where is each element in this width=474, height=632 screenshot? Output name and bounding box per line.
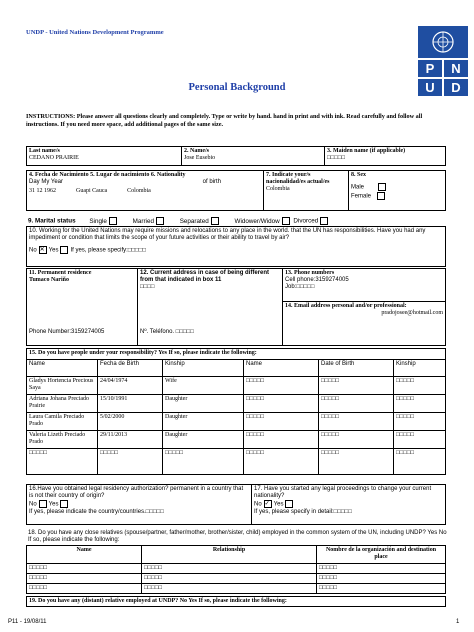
q10-no-label: No bbox=[29, 247, 37, 254]
q19-text: 19. Do you have any (distant) relative employed at UNDP? No Yes If so, please indicate the following: bbox=[27, 597, 446, 607]
current-nationality-label: 7. Indicate your/s nacionalidad/es actual/es bbox=[266, 172, 330, 185]
q15-cell[interactable]: □□□□□ bbox=[394, 449, 446, 475]
q16-no-label: No bbox=[29, 501, 37, 508]
single-checkbox[interactable] bbox=[109, 217, 117, 225]
q15-cell[interactable]: □□□□□ bbox=[394, 431, 446, 449]
q15-cell[interactable]: □□□□□ bbox=[319, 431, 394, 449]
separated-checkbox[interactable] bbox=[211, 217, 219, 225]
maiden-name-label: 3. Maiden name (if applicable) bbox=[327, 148, 406, 154]
q18-header-relationship: Relationship bbox=[142, 546, 317, 564]
q16-17-table bbox=[26, 484, 446, 525]
q15-cell[interactable]: □□□□□ bbox=[27, 449, 98, 475]
names-table bbox=[26, 146, 446, 166]
q15-cell[interactable]: □□□□□ bbox=[394, 377, 446, 395]
q10-no-checkbox[interactable]: ✕ bbox=[39, 247, 45, 253]
q18-cell[interactable]: □□□□□ bbox=[317, 574, 446, 584]
q18-cell[interactable]: □□□□□ bbox=[142, 584, 317, 594]
sex-label: 8. Sex bbox=[351, 172, 366, 178]
q15-cell[interactable]: 24/04/1974 bbox=[98, 377, 163, 395]
q15-cell[interactable]: 15/10/1991 bbox=[98, 395, 163, 413]
marital-divorced: Divorced bbox=[293, 217, 319, 225]
q10-specify[interactable]: If yes, please specify:□□□□□ bbox=[70, 247, 146, 254]
q15-cell[interactable]: □□□□□ bbox=[163, 449, 244, 475]
marital-single: Single bbox=[89, 217, 107, 225]
q12-label: 12. Current address in case of being different from that indicated in box 11 bbox=[140, 270, 270, 283]
q13-job[interactable]: Job:□□□□□ bbox=[285, 284, 315, 290]
page-number: 1 bbox=[456, 619, 460, 625]
current-nationality-value[interactable]: Colombia bbox=[266, 186, 290, 192]
birth-date[interactable]: 31 12 1962 bbox=[29, 188, 56, 194]
q12-phone[interactable]: Nº. Teléfono. □□□□□ bbox=[140, 329, 194, 335]
dmy-label: Day My Year bbox=[29, 179, 64, 185]
table-row bbox=[27, 377, 446, 395]
q15-cell[interactable]: Wife bbox=[163, 377, 244, 395]
q10-yes-label: Yes bbox=[48, 247, 59, 254]
q18-cell[interactable]: □□□□□ bbox=[27, 564, 142, 574]
org-header: UNDP - United Nations Development Programme bbox=[26, 29, 164, 36]
birth-label: 4. Fecha de Nacimiento 5. Lugar de nacimiento 6. Nationality bbox=[29, 172, 186, 178]
divorced-checkbox[interactable] bbox=[320, 217, 328, 225]
q15-table bbox=[26, 348, 446, 475]
q17-no-checkbox[interactable]: ✓ bbox=[264, 501, 270, 507]
table-row bbox=[27, 395, 446, 413]
q15-cell[interactable]: □□□□□ bbox=[244, 413, 319, 431]
table-row bbox=[27, 574, 446, 584]
table-row bbox=[27, 431, 446, 449]
q14-label: 14. Email address personal and/or professional: bbox=[285, 303, 407, 309]
logo-letter-n: N bbox=[451, 61, 461, 76]
q16-yes-checkbox[interactable] bbox=[60, 500, 68, 508]
q19-table bbox=[26, 596, 446, 607]
q12-value[interactable]: □□□□ bbox=[140, 284, 155, 290]
q18-cell[interactable]: □□□□□ bbox=[142, 574, 317, 584]
female-checkbox[interactable] bbox=[377, 192, 385, 200]
q18-cell[interactable]: □□□□□ bbox=[27, 574, 142, 584]
q15-header-kinship-2: Kinship bbox=[394, 360, 446, 377]
birth-table bbox=[26, 170, 446, 211]
first-name-label: 2. Name/s bbox=[184, 148, 209, 154]
first-name-value[interactable]: Jose Eusebio bbox=[184, 155, 216, 161]
q18-text: 18. Do you have any close relatives (spouse/partner, father/mother, brother/sister, child) employed in the common system of the UN, including UNDP? Yes No If so, please indicate the following: bbox=[28, 530, 447, 543]
q10-yes-checkbox[interactable] bbox=[60, 246, 68, 254]
q15-cell[interactable]: □□□□□ bbox=[394, 395, 446, 413]
q17-no-label: No bbox=[254, 501, 262, 508]
last-name-value[interactable]: CEDANO PRAIRIE bbox=[29, 155, 79, 161]
q10-table bbox=[26, 226, 446, 267]
q11-phone[interactable]: Phone Number:3159274005 bbox=[29, 329, 105, 335]
q14-email[interactable]: pradojosee@hotmail.com bbox=[381, 310, 443, 316]
q15-cell[interactable]: □□□□□ bbox=[319, 413, 394, 431]
marital-status-row bbox=[28, 217, 330, 225]
q18-cell[interactable]: □□□□□ bbox=[142, 564, 317, 574]
q15-header-name-2: Name bbox=[244, 360, 319, 377]
q16-yes-label: Yes bbox=[48, 501, 59, 508]
q15-cell[interactable]: Gladys Hortencia Precious Saya bbox=[27, 377, 98, 395]
logo-letter-d: D bbox=[451, 80, 461, 95]
q18-cell[interactable]: □□□□□ bbox=[317, 584, 446, 594]
q18-table bbox=[26, 545, 446, 594]
birth-place[interactable]: Guapi Cauca bbox=[76, 188, 108, 194]
address-table bbox=[26, 268, 446, 346]
q15-cell[interactable]: Valeria Lizeth Preciado Prado bbox=[27, 431, 98, 449]
q18-cell[interactable]: □□□□□ bbox=[317, 564, 446, 574]
q15-cell[interactable]: Daughter bbox=[163, 395, 244, 413]
last-name-label: Last name/s bbox=[29, 148, 60, 154]
widower-checkbox[interactable] bbox=[282, 217, 290, 225]
sex-female-label: Female bbox=[351, 193, 372, 200]
table-row bbox=[27, 564, 446, 574]
marital-widower: Widower/Widow bbox=[234, 217, 280, 225]
q18-cell[interactable]: □□□□□ bbox=[27, 584, 142, 594]
sex-male-label: Male bbox=[351, 184, 365, 191]
q15-cell[interactable]: □□□□□ bbox=[244, 377, 319, 395]
q16-text: 16.Have you obtained legal residency authorization? permanent in a country that is not their country of origin? bbox=[29, 486, 244, 499]
q15-cell[interactable]: 5/02/2000 bbox=[98, 413, 163, 431]
q15-cell[interactable]: □□□□□ bbox=[98, 449, 163, 475]
q15-cell[interactable]: □□□□□ bbox=[244, 449, 319, 475]
marital-label: 9. Marital status bbox=[28, 217, 76, 225]
q15-cell[interactable]: □□□□□ bbox=[319, 377, 394, 395]
q16-no-checkbox[interactable] bbox=[39, 500, 47, 508]
q10-text: 10. Working for the United Nations may require missions and relocations to any place in the world. that the UN has responsibilities. Have you had any impediment or condition that limits the scope of your future activities or their ability to travel by air? bbox=[29, 228, 426, 241]
q15-cell[interactable]: Daughter bbox=[163, 431, 244, 449]
marital-married: Married bbox=[132, 217, 154, 225]
male-checkbox[interactable] bbox=[378, 183, 386, 191]
q17-yes-label: Yes bbox=[273, 501, 284, 508]
q15-cell[interactable]: □□□□□ bbox=[244, 431, 319, 449]
q15-header-birth: Fecha de Birth bbox=[98, 360, 163, 377]
q17-text: 17. Have you started any legal proceedings to change your current nationality? bbox=[254, 486, 432, 499]
instructions: INSTRUCTIONS: Please answer all questions clearly and completely. Type or write by hand. hand in print and with ink. Read carefully and follow all instructions. If you need more space, add additional pages of the same size. bbox=[26, 113, 423, 129]
q15-cell[interactable]: Daughter bbox=[163, 413, 244, 431]
of-birth-label: of birth bbox=[202, 179, 221, 185]
q15-header-birth-2: Date of Birth bbox=[319, 360, 394, 377]
q15-cell[interactable]: □□□□□ bbox=[244, 395, 319, 413]
q11-value[interactable]: Tumaco Nariño bbox=[29, 277, 69, 283]
q18-header-organization: Nombre de la organización and destination place bbox=[317, 546, 446, 564]
table-row bbox=[27, 584, 446, 594]
logo-letter-p: P bbox=[425, 61, 435, 76]
q18-header-name: Name bbox=[27, 546, 142, 564]
q15-header-name: Name bbox=[27, 360, 98, 377]
footer-form-code: P11 - 19/08/11 bbox=[8, 619, 47, 625]
logo-letter-u: U bbox=[425, 80, 435, 95]
q17-yes-checkbox[interactable] bbox=[285, 500, 293, 508]
q17-specify[interactable]: If yes, please specify in detail:□□□□□ bbox=[254, 508, 352, 515]
birth-nationality[interactable]: Colombia bbox=[127, 188, 151, 194]
q13-cell[interactable]: Cell phone:3159274005 bbox=[285, 277, 349, 283]
q15-label: 15. Do you have people under your responsibility? Yes If so, please indicate the following: bbox=[27, 349, 446, 360]
page-title: Personal Background bbox=[188, 82, 286, 93]
q15-cell[interactable]: □□□□□ bbox=[319, 395, 394, 413]
q15-cell[interactable]: □□□□□ bbox=[394, 413, 446, 431]
q11-label: 11. Permanent residence bbox=[29, 270, 92, 276]
q16-specify[interactable]: If yes, please indicate the country/countries.□□□□□ bbox=[29, 508, 164, 515]
table-row bbox=[27, 449, 446, 475]
q15-header-kinship: Kinship bbox=[163, 360, 244, 377]
q13-label: 13. Phone numbers bbox=[285, 270, 335, 276]
q15-cell[interactable]: □□□□□ bbox=[319, 449, 394, 475]
married-checkbox[interactable] bbox=[156, 217, 164, 225]
q15-cell[interactable]: Laura Camila Preciado Prado bbox=[27, 413, 98, 431]
table-row bbox=[27, 413, 446, 431]
q15-cell[interactable]: 29/11/2013 bbox=[98, 431, 163, 449]
q15-cell[interactable]: Adriana Johana Preciado Prairie bbox=[27, 395, 98, 413]
maiden-name-value[interactable]: □□□□□ bbox=[327, 155, 346, 161]
marital-separated: Separated bbox=[179, 217, 209, 225]
